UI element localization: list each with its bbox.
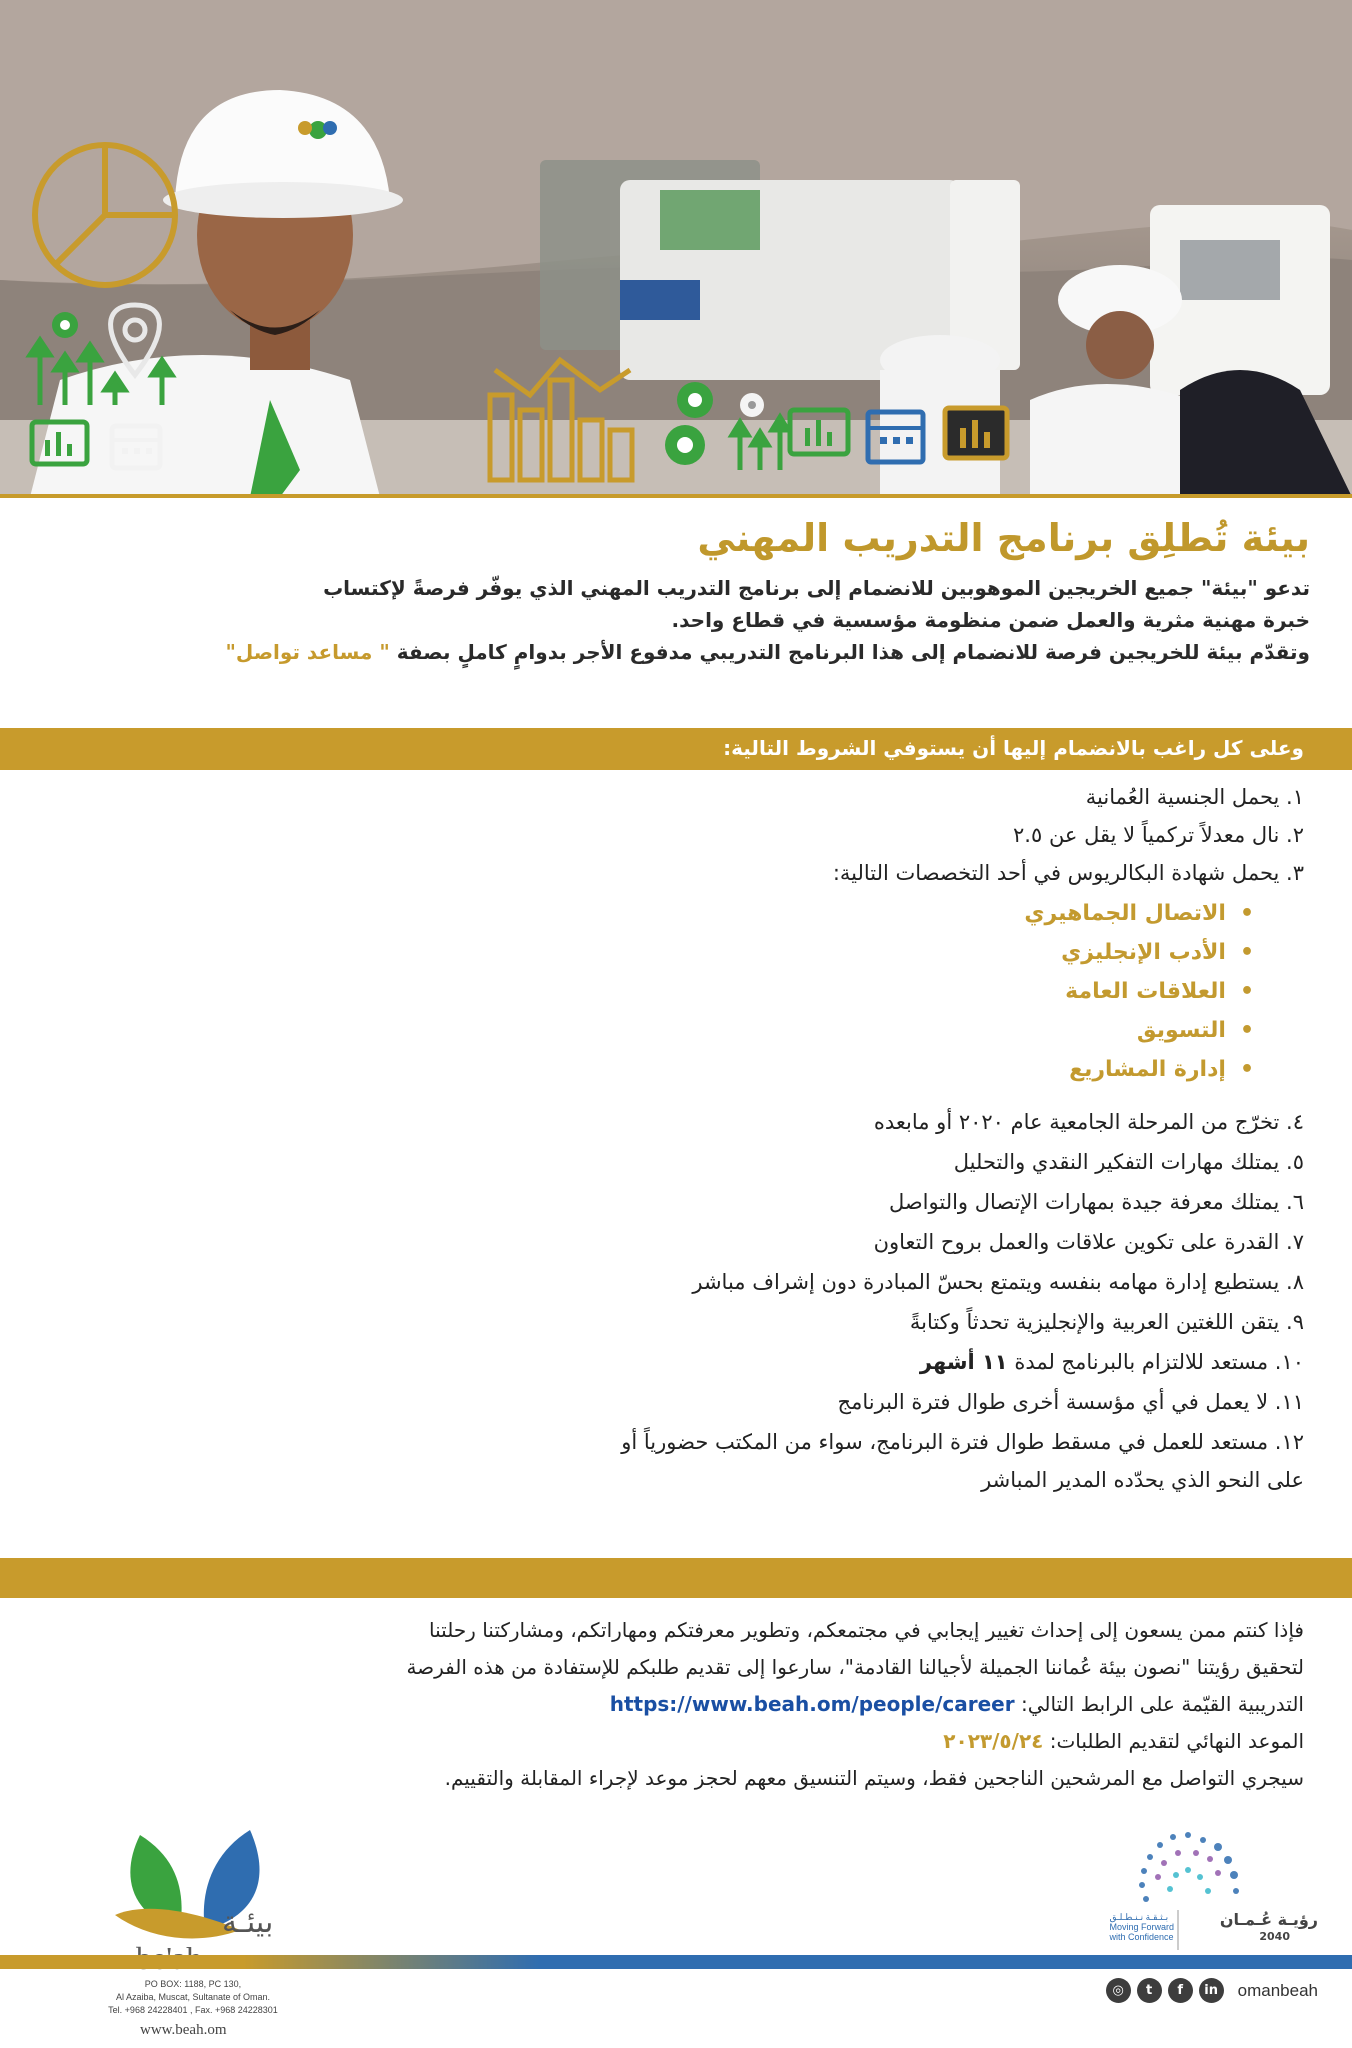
- vision-tagline: [1109, 1912, 1174, 1942]
- small-gear-icon: [740, 393, 764, 417]
- website-link[interactable]: www.beah.om: [140, 2022, 227, 2038]
- condition-item-continued: على النحو الذي يحدّده المدير المباشر: [981, 1468, 1304, 1492]
- hero-photo: [0, 0, 1352, 497]
- condition-item: ٦. يمتلك معرفة جيدة بمهارات الإتصال والتواصل: [888, 1190, 1304, 1214]
- closing-paragraph: [60, 1612, 1304, 1797]
- major-item: • العلاقات العامة: [1065, 979, 1254, 1004]
- intro-line-3: [100, 636, 1310, 668]
- vision-year: 2040: [1259, 1930, 1290, 1943]
- address-line: Tel. +968 24228401 , Fax. +968 24228301: [108, 2005, 278, 2015]
- condition-item: ٨. يستطيع إدارة مهامه بنفسه ويتمتع بحسّ المبادرة دون إشراف مباشر: [692, 1270, 1304, 1294]
- outro-line-1: فإذا كنتم ممن يسعون إلى إحداث تغيير إيجابي في مجتمعكم، وتطوير معرفتكم ومهاراتكم، ومشاركتنا رحلتنا: [429, 1618, 1304, 1642]
- twitter-icon[interactable]: t: [1137, 1978, 1162, 2003]
- hero-divider: [0, 494, 1352, 498]
- address-line: Al Azaiba, Muscat, Sultanate of Oman.: [115, 1992, 271, 2002]
- deadline-date: ٢٠٢٣/٥/٢٤: [943, 1729, 1044, 1753]
- conditions-banner: [0, 728, 1352, 770]
- tagline-arabic: بـثـقـة نـنـطـلـق: [1109, 1912, 1169, 1922]
- condition-item: ٩. يتقن اللغتين العربية والإنجليزية تحدثاً وكتابةً: [909, 1310, 1304, 1334]
- condition-item: ٥. يمتلك مهارات التفكير النقدي والتحليل: [953, 1150, 1304, 1174]
- condition-item: ١. يحمل الجنسية العُمانية: [1085, 785, 1304, 809]
- intro-line-1: تدعو "بيئة" جميع الخريجين الموهوبين للانضمام إلى برنامج التدريب المهني الذي يوفّر فرصةً لإكتساب: [323, 576, 1310, 600]
- major-item: • إدارة المشاريع: [1069, 1057, 1254, 1082]
- intro-line-2: خبرة مهنية مثرية والعمل ضمن منظومة مؤسسية في قطاع واحد.: [671, 608, 1310, 632]
- facebook-icon[interactable]: f: [1168, 1978, 1193, 2003]
- condition-item: ٣. يحمل شهادة البكالريوس في أحد التخصصات التالية:: [832, 861, 1304, 885]
- outro-line-3-text: التدريبية القيّمة على الرابط التالي:: [1020, 1692, 1304, 1716]
- major-item: • التسويق: [1137, 1018, 1254, 1043]
- role-title: " مساعد تواصل": [225, 640, 390, 664]
- company-address: [88, 1978, 298, 2017]
- gear-icon: [52, 312, 78, 338]
- address-line: PO BOX: 1188, PC 130,: [144, 1979, 242, 1989]
- career-link[interactable]: https://www.beah.om/people/career: [609, 1692, 1015, 1716]
- outro-line-2: لتحقيق رؤيتنا "نصون بيئة عُماننا الجميلة لأجيالنا القادمة"، سارعوا إلى تقديم طلبكم للإستفادة من هذه الفرصة: [406, 1655, 1304, 1679]
- tagline-english-1: Moving Forward: [1109, 1922, 1174, 1932]
- condition-item: ١٢. مستعد للعمل في مسقط طوال فترة البرنامج، سواء من المكتب حضورياً أو: [621, 1430, 1304, 1454]
- linkedin-icon[interactable]: in: [1199, 1978, 1224, 2003]
- outro-line-5: سيجري التواصل مع المرشحين الناجحين فقط، وسيتم التنسيق معهم لحجز موعد لإجراء المقابلة والتقييم.: [444, 1766, 1304, 1790]
- condition-item: ٢. نال معدلاً تركمياً لا يقل عن ٢.٥: [1013, 823, 1304, 847]
- vision-title-arabic: رؤيـة عُـمـان: [1219, 1910, 1318, 1929]
- condition-10-text: ١٠. مستعد للالتزام بالبرنامج لمدة: [1014, 1350, 1304, 1374]
- outro-line-3: [60, 1686, 1304, 1723]
- major-item: • الأدب الإنجليزي: [1061, 940, 1254, 965]
- condition-item: ١١. لا يعمل في أي مؤسسة أخرى طوال فترة البرنامج: [837, 1390, 1304, 1414]
- social-handle[interactable]: omanbeah: [1237, 1980, 1318, 2000]
- major-item: • الاتصال الجماهيري: [1024, 901, 1254, 926]
- hero-scene: [0, 0, 1352, 497]
- condition-10-duration: ١١ أشهر: [919, 1350, 1008, 1374]
- instagram-icon[interactable]: ◎: [1106, 1978, 1131, 2003]
- tagline-english-2: with Confidence: [1109, 1932, 1174, 1942]
- page-title: بيئة تُطلِق برنامج التدريب المهني: [697, 516, 1310, 560]
- intro-line-3-text: وتقدّم بيئة للخريجين فرصة للانضمام إلى هذا البرنامج التدريبي مدفوع الأجر بدوامٍ كاملٍ بصفة: [396, 640, 1310, 664]
- section-divider-bar: [0, 1558, 1352, 1598]
- chat-chart-icon-3: [945, 408, 1007, 458]
- conditions-heading: وعلى كل راغب بالانضمام إليها أن يستوفي الشروط التالية:: [723, 736, 1304, 760]
- deadline-line: [60, 1723, 1304, 1760]
- condition-item: ٤. تخرّج من المرحلة الجامعية عام ٢٠٢٠ أو مابعده: [873, 1110, 1304, 1134]
- social-links: [1106, 1978, 1318, 2003]
- intro-paragraph: [100, 572, 1310, 668]
- condition-item: ٧. القدرة على تكوين علاقات والعمل بروح التعاون: [873, 1230, 1304, 1254]
- deadline-label: الموعد النهائي لتقديم الطلبات:: [1049, 1729, 1304, 1753]
- condition-item: [920, 1350, 1304, 1374]
- brand-name-arabic: بيئـة: [222, 1905, 274, 1940]
